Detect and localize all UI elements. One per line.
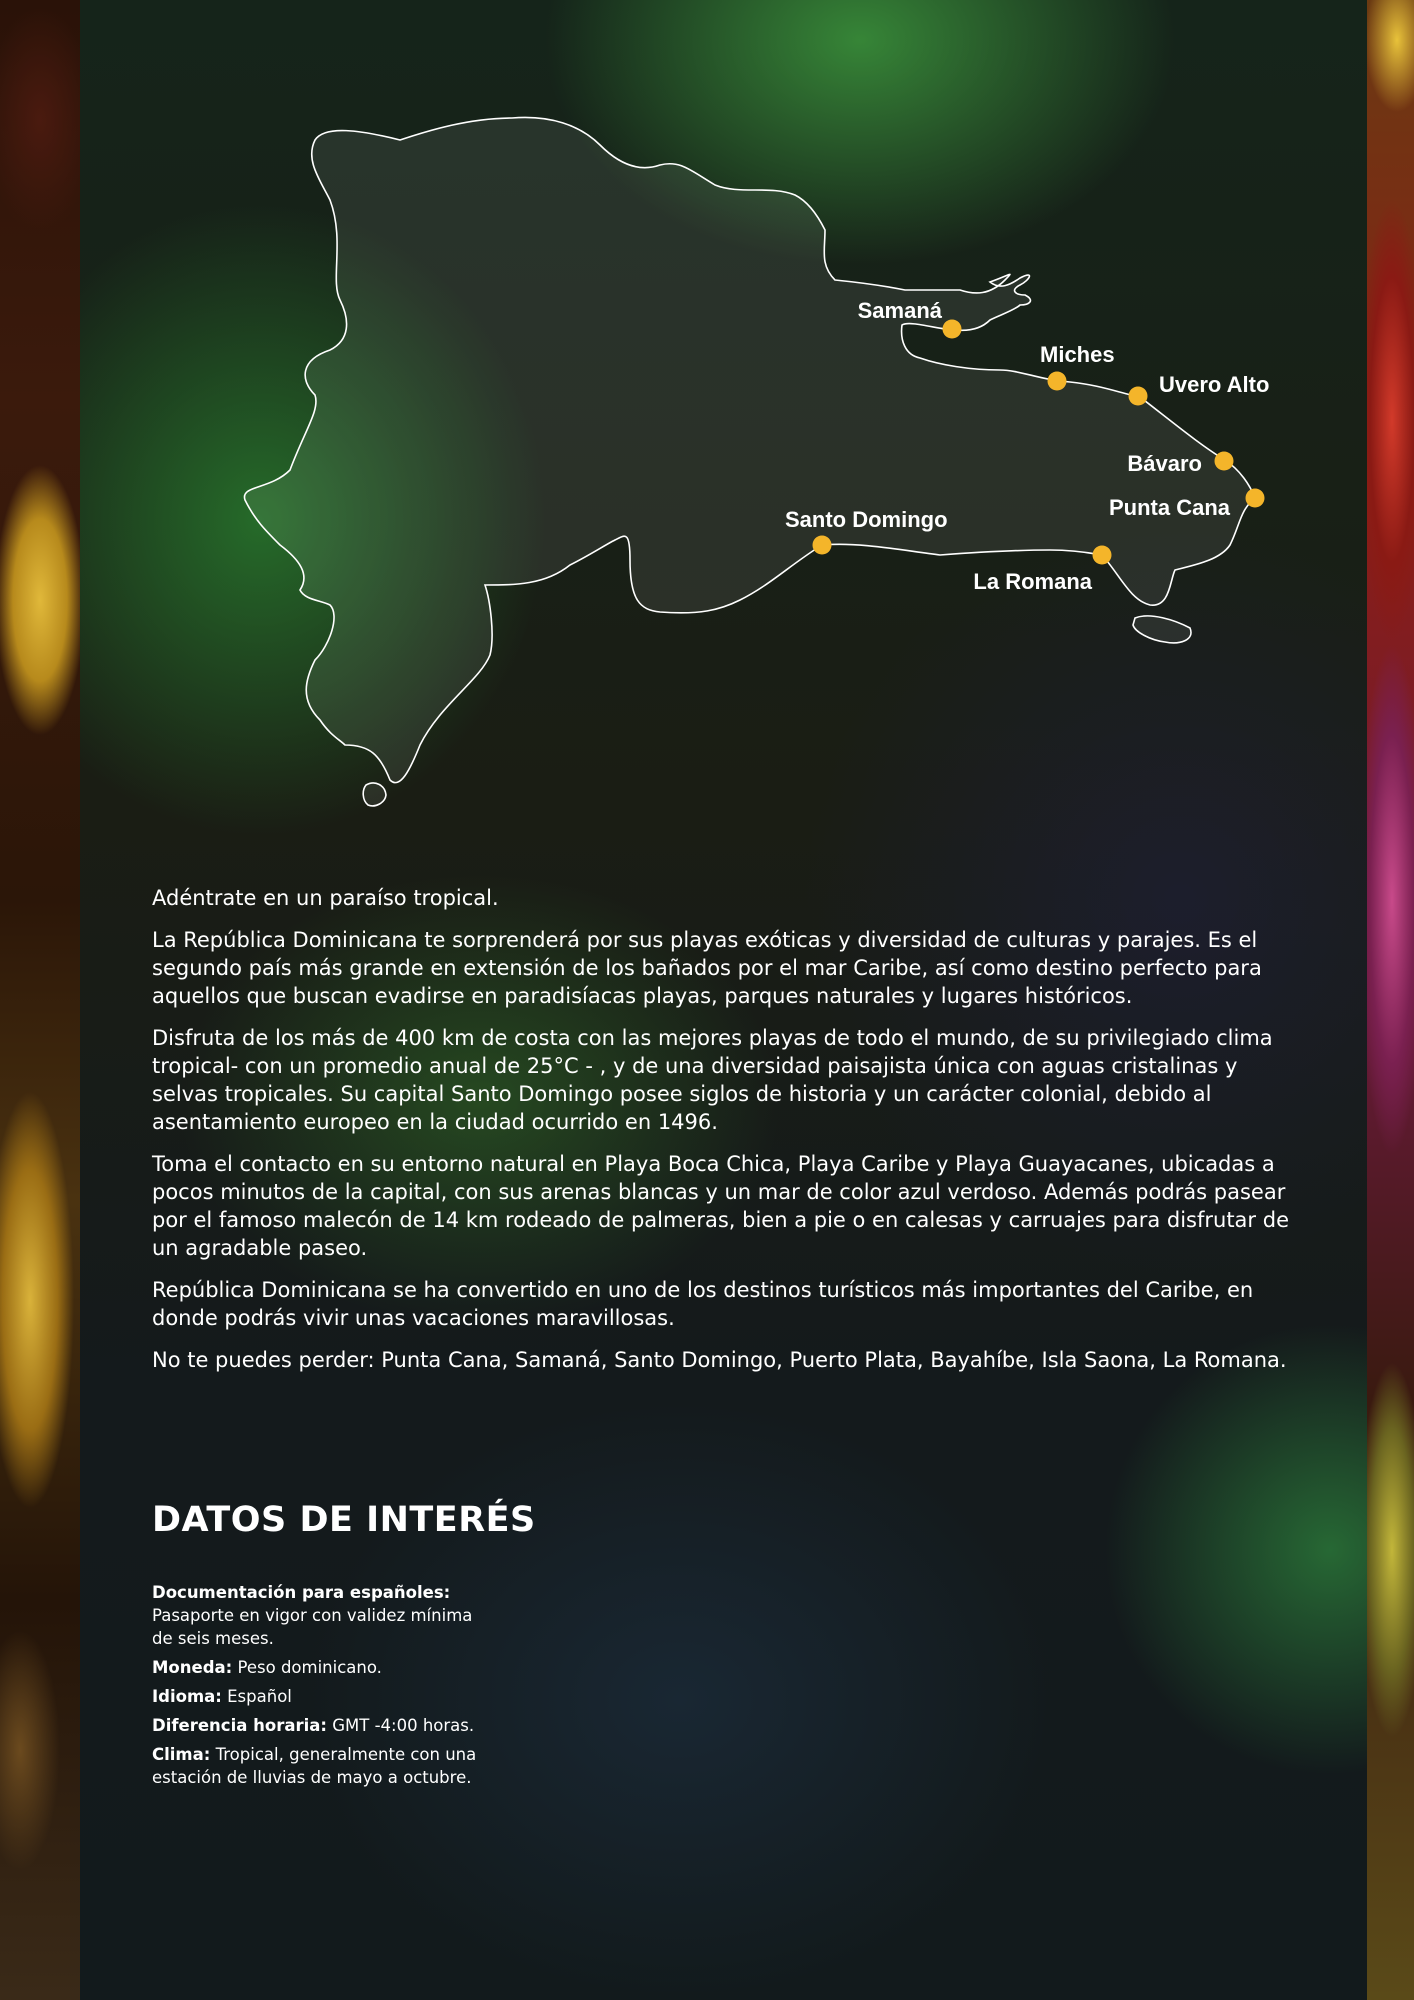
fact-currency	[152, 1656, 492, 1679]
fact-value: GMT -4:00 horas.	[332, 1716, 475, 1735]
city-label: Uvero Alto	[1159, 372, 1270, 397]
country-outline	[244, 117, 1255, 782]
facts-list	[152, 1581, 492, 1795]
city-label: La Romana	[973, 569, 1092, 594]
content-panel	[80, 0, 1367, 2000]
city-label: Miches	[1040, 342, 1115, 367]
intro-paragraph: Disfruta de los más de 400 km de costa con las mejores playas de todo el mundo, de su privilegiado clima tropical- con un promedio anual de 25°C - , y de una diversidad paisajista única con aguas cristalinas y selvas tropicales. Su capital Santo Domingo posee siglos de historia y un carácter colonial, debido al asentamiento europeo en la ciudad ocurrido en 1496.	[152, 1026, 1273, 1134]
city-label: Punta Cana	[1108, 495, 1230, 520]
city-label: Santo Domingo	[785, 507, 948, 532]
city-marker	[1048, 372, 1067, 391]
dominican-republic-map	[80, 0, 1367, 830]
intro-paragraph: República Dominicana se ha convertido en uno de los destinos turísticos más importantes del Caribe, en donde podrás vivir unas vacaciones maravillosas.	[152, 1278, 1254, 1330]
fact-timezone	[152, 1714, 492, 1737]
city-marker	[1246, 489, 1265, 508]
fruit-photo-right	[1367, 0, 1414, 2000]
intro-lead: Adéntrate en un paraíso tropical.	[152, 886, 499, 910]
fact-label: Documentación para españoles:	[152, 1583, 451, 1602]
fact-label: Diferencia horaria:	[152, 1716, 327, 1735]
fact-language	[152, 1685, 492, 1708]
fruit-photo-left	[0, 0, 80, 2000]
fact-label: Moneda:	[152, 1658, 233, 1677]
fact-value: Tropical, generalmente con una estación de lluvias de mayo a octubre.	[152, 1745, 477, 1787]
city-marker	[943, 320, 962, 339]
fact-value: Español	[227, 1687, 292, 1706]
intro-paragraph: No te puedes perder: Punta Cana, Samaná, Santo Domingo, Puerto Plata, Bayahíbe, Isla Saona, La Romana.	[152, 1348, 1287, 1372]
city-label: Samaná	[857, 298, 942, 323]
city-label: Bávaro	[1127, 451, 1202, 476]
beata-island-outline	[363, 783, 386, 806]
city-marker	[1215, 452, 1234, 471]
intro-text	[152, 884, 1302, 1388]
city-marker	[1129, 387, 1148, 406]
fact-label: Clima:	[152, 1745, 211, 1764]
facts-title: DATOS DE INTERÉS	[152, 1500, 536, 1540]
city-marker	[813, 536, 832, 555]
fact-label: Idioma:	[152, 1687, 222, 1706]
fact-documentation	[152, 1581, 492, 1650]
intro-paragraph: Toma el contacto en su entorno natural en Playa Boca Chica, Playa Caribe y Playa Guayacanes, ubicadas a pocos minutos de la capital, con sus arenas blancas y un mar de color azul verdoso. Además podrás pasear por el famoso malecón de 14 km rodeado de palmeras, bien a pie o en calesas y carruajes para disfrutar de un agradable paseo.	[152, 1152, 1289, 1260]
city-marker	[1093, 546, 1112, 565]
fact-climate	[152, 1743, 492, 1789]
fact-value: Pasaporte en vigor con validez mínima de seis meses.	[152, 1606, 473, 1648]
saona-island-outline	[1133, 616, 1191, 643]
intro-paragraph: La República Dominicana te sorprenderá por sus playas exóticas y diversidad de culturas y parajes. Es el segundo país más grande en extensión de los bañados por el mar Caribe, así como destino perfecto para aquellos que buscan evadirse en paradisíacas playas, parques naturales y lugares históricos.	[152, 928, 1262, 1008]
fact-value: Peso dominicano.	[237, 1658, 382, 1677]
